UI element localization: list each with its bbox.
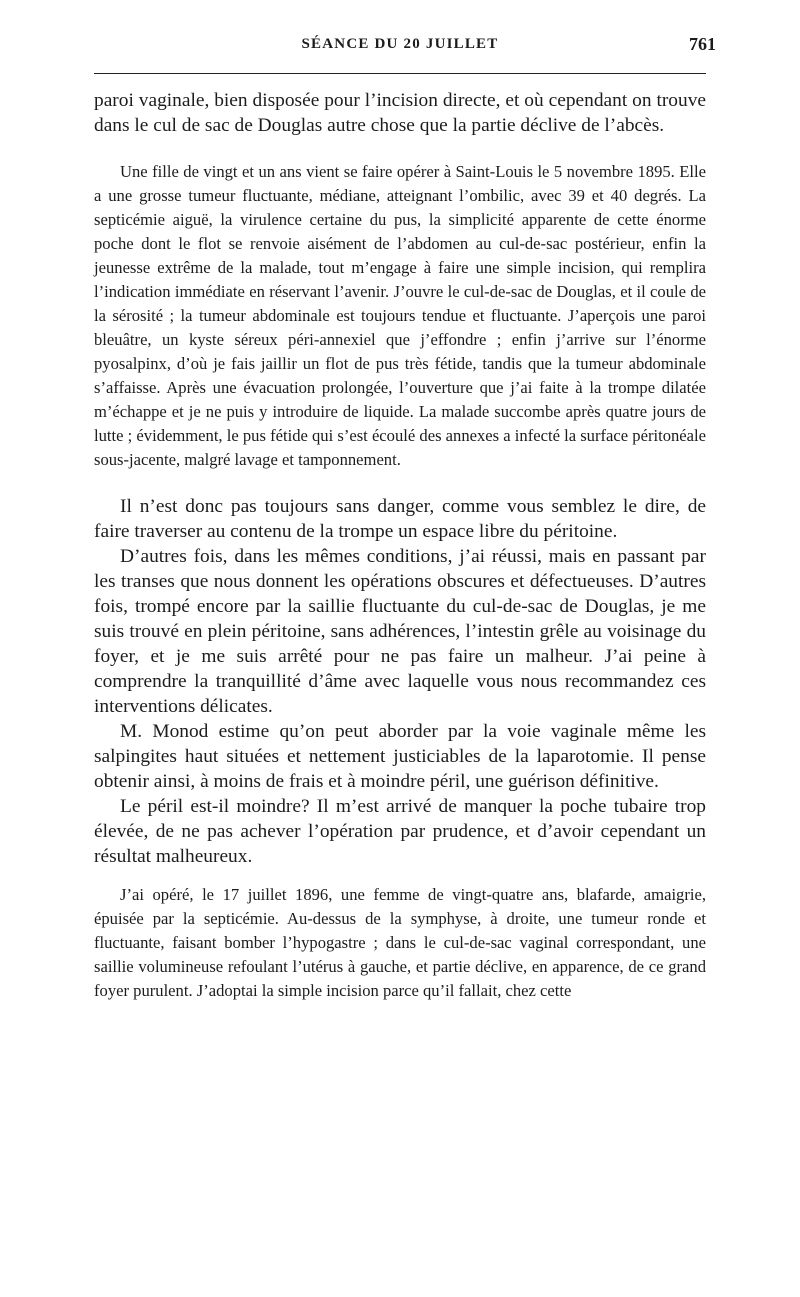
paragraph-monod: M. Monod estime qu’on peut aborder par la voie vaginale même les salpingites haut situées et nettement justiciables de la laparotomie. Il pense obtenir ainsi, à moins de frais et à moindre péril, une guérison définitive. (94, 721, 706, 792)
case-report-2: J’ai opéré, le 17 juillet 1896, une femme de vingt-quatre ans, blafarde, amaigrie, épuisée par la septicémie. Au-dessus de la symphyse, à droite, une tumeur ronde et fluctuante, faisant bomber l’hypogastre ; dans le cul-de-sac vaginal correspondant, une saillie volumineuse refoulant l’utérus à gauche, et partie déclive, en apparence, de ce grand foyer purulent. J’adoptai la simple incision parce qu’il fallait, chez cette (94, 885, 706, 1000)
paragraph-peril: Le péril est-il moindre? Il m’est arrivé de manquer la poche tubaire trop élevée, de ne pas achever l’opération par prudence, et d’avoir cependant un résultat malheureux. (94, 796, 706, 867)
paragraph-continuation: paroi vaginale, bien disposée pour l’incision directe, et où cependant on trouve dans le cul de sac de Douglas autre chose que la partie déclive de l’abcès. (94, 90, 706, 136)
paragraph-other-times: D’autres fois, dans les mêmes conditions, j’ai réussi, mais en passant par les transes que nous donnent les opérations obscures et défectueuses. D’autres fois, trompé encore par la saillie fluctuante du cul-de-sac de Douglas, je me suis trouvé en plein péritoine, sans adhérences, l’intestin grêle au voisinage du foyer, et je me suis arrêté pour ne pas faire un malheur. J’ai peine à comprendre la tranquillité d’âme avec laquelle vous nous recommandez ces interventions délicates. (94, 546, 706, 717)
spacer (94, 472, 706, 494)
spacer (94, 869, 706, 883)
page-number: 761 (689, 34, 716, 54)
page-header (94, 32, 716, 60)
running-title: SÉANCE DU 20 JUILLET (301, 36, 499, 52)
header-rule (94, 73, 706, 74)
spacer (94, 138, 706, 160)
body-text (94, 88, 706, 1003)
paragraph-danger: Il n’est donc pas toujours sans danger, comme vous semblez le dire, de faire traverser au contenu de la trompe un espace libre du péritoine. (94, 496, 706, 542)
case-report-1: Une fille de vingt et un ans vient se faire opérer à Saint-Louis le 5 novembre 1895. Elle a une grosse tumeur fluctuante, médiane, atteignant l’ombilic, avec 39 et 40 degrés. La septicémie aiguë, la virulence certaine du pus, la simplicité apparente de cette énorme poche dont le flot se renvoie aisément de l’abdomen au cul-de-sac postérieur, enfin la jeunesse extrême de la malade, tout m’engage à faire une simple incision, qui remplira l’indication immédiate en réservant l’avenir. J’ouvre le cul-de-sac de Douglas, et il coule de la sérosité ; la tumeur abdominale est toujours tendue et fluctuante. J’aperçois une paroi bleuâtre, un kyste séreux péri-annexiel que j’effondre ; enfin j’arrive sur l’énorme pyosalpinx, d’où je fais jaillir un flot de pus très fétide, tandis que la tumeur abdominale s’affaisse. Après une évacuation prolongée, l’ouverture que j’ai faite à la trompe dilatée m’échappe et je ne puis y introduire de liquide. La malade succombe après quatre jours de lutte ; évidemment, le pus fétide qui s’est écoulé des annexes a infecté la surface péritonéale sous-jacente, malgré lavage et tamponnement. (94, 162, 706, 469)
